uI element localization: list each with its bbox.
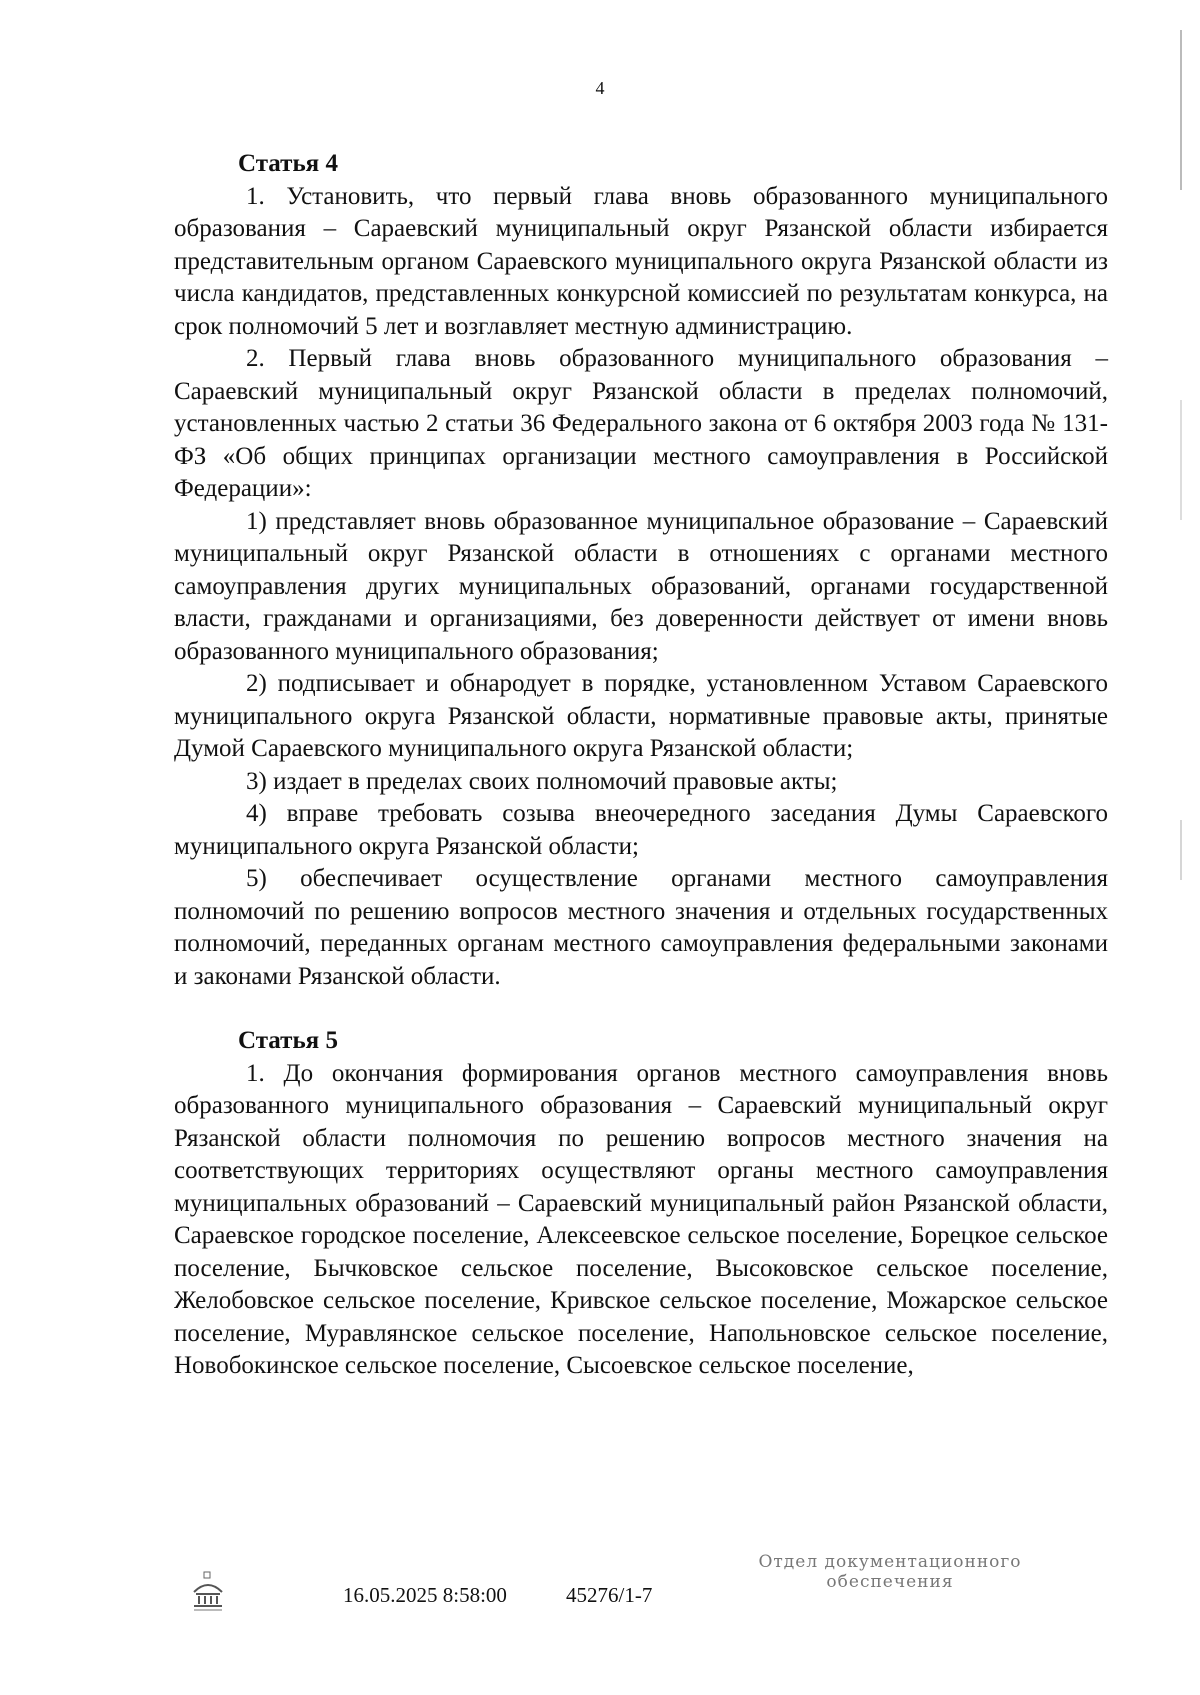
article-4-heading: Статья 4 — [238, 150, 338, 177]
article-4-item-2: 2) подписывает и обнародует в порядке, установленном Уставом Сараевского муниципального округа Рязанской области, нормативные правовые акты, принятые Думой Сараевского муниципального округа Рязанской области; — [174, 670, 1108, 762]
stamp-line-2: обеспечения — [826, 1572, 954, 1592]
article-4-item-5: 5) обеспечивает осуществление органами местного самоуправления полномочий по решению вопросов местного значения и отдельных государственных полномочий, переданных органам местного самоуправления федеральными законами и законами Рязанской области. — [174, 865, 1108, 990]
article-5-paragraph-1: 1. До окончания формирования органов местного самоуправления вновь образованного муниципального образования – Сараевский муниципальный округ Рязанской области полномочия по решению вопросов местного значения на соответствующих территориях осуществляют органы местного самоуправления муниципальных образований – Сараевский муниципальный район Рязанской области, Сараевское городское поселение, Алексеевское сельское поселение, Борецкое сельское поселение, Бычковское сельское поселение, Высоковское сельское поселение, Желобовское сельское поселение, Кривское сельское поселение, Можарское сельское поселение, Муравлянское сельское поселение, Напольновское сельское поселение, Новобокинское сельское поселение, Сысоевское сельское поселение, — [174, 1059, 1108, 1379]
article-5-heading: Статья 5 — [238, 1027, 338, 1054]
scan-edge-mark — [1180, 820, 1182, 880]
footer-registration-number: 45276/1-7 — [566, 1583, 653, 1607]
article-4-paragraph-1: 1. Установить, что первый глава вновь образованного муниципального образования – Сараевский муниципальный округ Рязанской области избирается представительным органом Сараевского муниципального округа Рязанской области из числа кандидатов, представленных конкурсной комиссией по результатам конкурса, на срок полномочий 5 лет и возглавляет местную администрацию. — [174, 182, 1108, 340]
footer-timestamp: 16.05.2025 8:58:00 — [343, 1583, 507, 1607]
page-number: 4 — [595, 78, 605, 98]
scan-edge-mark — [1180, 30, 1182, 190]
registry-logo-icon — [188, 1570, 228, 1614]
article-4-paragraph-2: 2. Первый глава вновь образованного муниципального образования – Сараевский муниципальный округ Рязанской области в пределах полномочий, установленных частью 2 статьи 36 Федерального закона от 6 октября 2003 года № 131-ФЗ «Об общих принципах организации местного самоуправления в Российской Федерации»: — [174, 345, 1108, 502]
article-4-item-3: 3) издает в пределах своих полномочий правовые акты; — [246, 767, 838, 795]
document-body — [174, 148, 1108, 1383]
scan-edge-mark — [1180, 400, 1182, 520]
department-stamp — [740, 1552, 1040, 1592]
stamp-line-1: Отдел документационного — [758, 1552, 1022, 1572]
article-4-item-4: 4) вправе требовать созыва внеочередного заседания Думы Сараевского муниципального округа Рязанской области; — [174, 800, 1108, 860]
article-4-item-1: 1) представляет вновь образованное муниципальное образование – Сараевский муниципальный округ Рязанской области в отношениях с органами местного самоуправления других муниципальных образований, органами государственной власти, гражданами и организациями, без доверенности действует от имени вновь образованного муниципального образования; — [174, 507, 1108, 665]
